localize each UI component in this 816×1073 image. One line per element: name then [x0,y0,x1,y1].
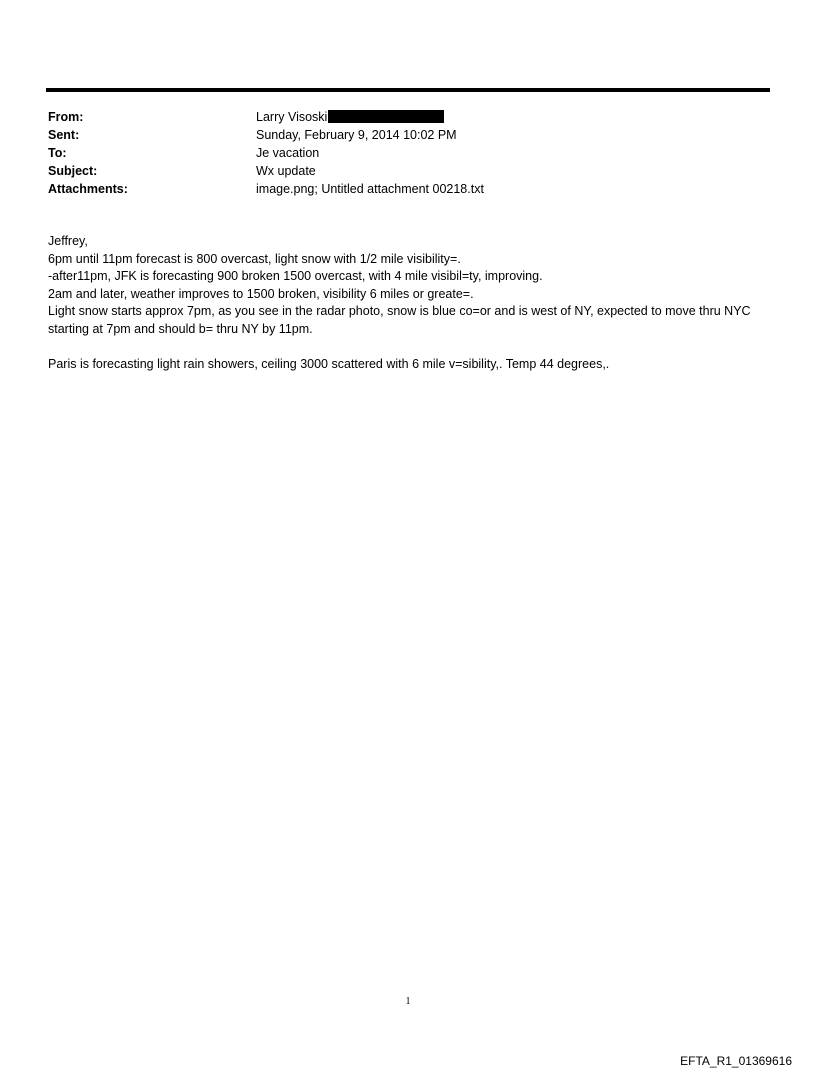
redaction-box [328,110,444,123]
to-value: Je vacation [256,146,320,160]
to-label: To: [48,146,67,160]
subject-label: Subject: [48,164,98,178]
sent-label: Sent: [48,128,80,142]
from-label: From: [48,110,84,124]
bates-number: EFTA_R1_01369616 [680,1054,792,1068]
body-line-4: Light snow starts approx 7pm, as you see in the radar photo, snow is blue co=or and is west of NY, expected to move thru NYC starting at 7pm and should b= thru NY by 11pm. [48,304,751,336]
body-line-5: Paris is forecasting light rain showers, ceiling 3000 scattered with 6 mile v=sibility,. Temp 44 degrees,. [48,356,610,371]
subject-row [48,162,484,180]
from-row [48,108,484,126]
attachments-row [48,180,484,198]
email-body [48,233,768,373]
body-line-3: 2am and later, weather improves to 1500 broken, visibility 6 miles or greate=. [48,286,474,301]
subject-value: Wx update [256,164,316,178]
sent-value: Sunday, February 9, 2014 10:02 PM [256,128,457,142]
attachments-label: Attachments: [48,182,128,196]
header-divider [46,88,770,92]
email-header [48,108,484,198]
attachments-value: image.png; Untitled attachment 00218.txt [256,182,484,196]
body-line-1: 6pm until 11pm forecast is 800 overcast, light snow with 1/2 mile visibility=. [48,251,461,266]
sent-row [48,126,484,144]
to-row [48,144,484,162]
from-value [256,108,444,126]
page-number: 1 [405,996,411,1007]
sender-name: Larry Visoski [256,110,328,124]
paragraph-gap [48,338,768,356]
body-line-2: -after11pm, JFK is forecasting 900 broken 1500 overcast, with 4 mile visibil=ty, improving. [48,269,543,283]
greeting: Jeffrey, [48,234,88,248]
